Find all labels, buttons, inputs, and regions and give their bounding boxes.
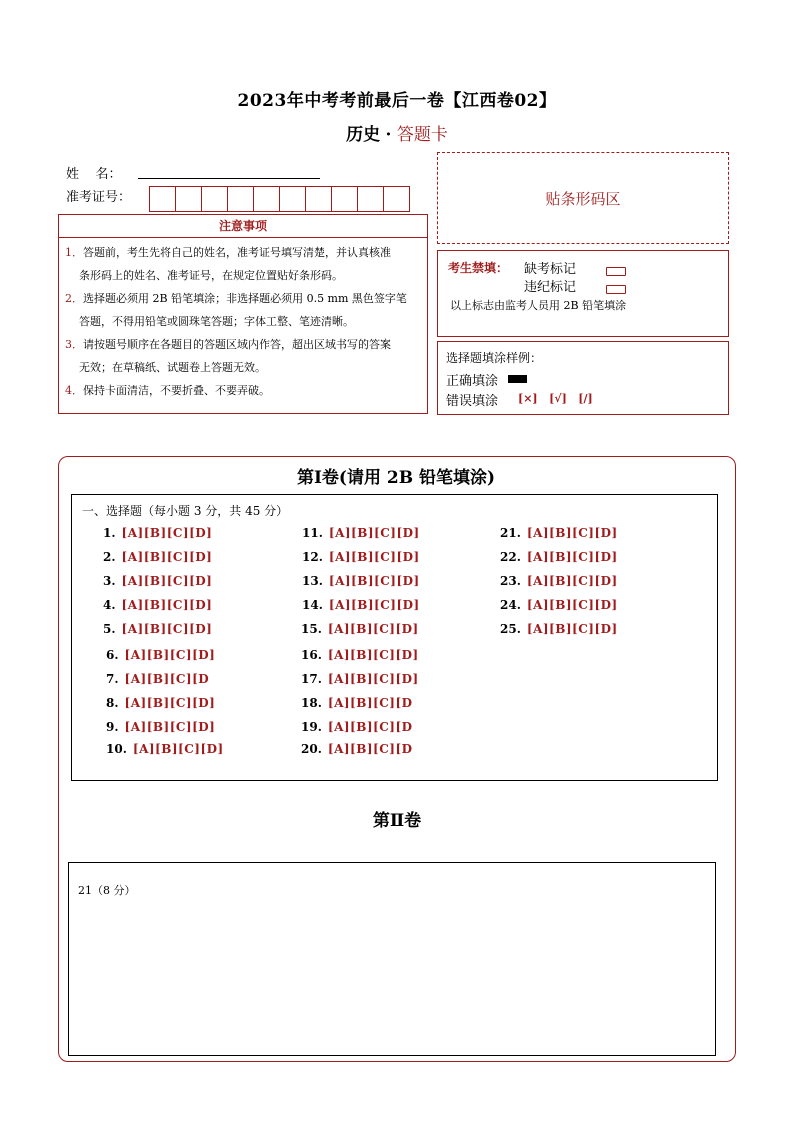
notice-item-text-cont: 答题，不得用铅笔或圆珠笔答题；字体工整、笔迹清晰。 bbox=[79, 315, 354, 328]
choice-question[interactable] bbox=[302, 550, 420, 564]
answer-options[interactable]: [A][B][C][D] bbox=[328, 550, 420, 564]
id-digit-box[interactable] bbox=[357, 186, 384, 212]
choice-question[interactable] bbox=[103, 526, 212, 540]
choice-question[interactable] bbox=[106, 720, 215, 734]
answer-options[interactable]: [A][B][C][D] bbox=[124, 648, 216, 662]
wrong-marks bbox=[518, 392, 593, 405]
name-field[interactable] bbox=[138, 178, 320, 179]
id-digit-box[interactable] bbox=[279, 186, 306, 212]
filled-mark-icon bbox=[508, 375, 527, 383]
answer-options[interactable]: [A][B][C][D bbox=[327, 696, 413, 710]
answer-options[interactable]: [A][B][C][D] bbox=[328, 598, 420, 612]
wrong-mark-check: [√] bbox=[549, 392, 567, 405]
id-label: 准考证号： bbox=[66, 190, 132, 205]
notice-item bbox=[65, 333, 423, 379]
question-number: 20. bbox=[301, 742, 322, 756]
question-number: 23. bbox=[500, 574, 521, 588]
q21-label: 21（8 分） bbox=[78, 884, 136, 897]
answer-options[interactable]: [A][B][C][D] bbox=[124, 696, 216, 710]
question-number: 5. bbox=[103, 622, 116, 636]
question-number: 22. bbox=[500, 550, 521, 564]
id-digit-box[interactable] bbox=[175, 186, 202, 212]
wrong-mark-slash: [/] bbox=[578, 392, 593, 405]
question-number: 9. bbox=[106, 720, 119, 734]
choice-question[interactable] bbox=[500, 526, 618, 540]
page-subtitle bbox=[0, 120, 794, 145]
choice-question[interactable] bbox=[500, 550, 618, 564]
question-number: 6. bbox=[106, 648, 119, 662]
question-number: 16. bbox=[301, 648, 322, 662]
examiner-only-box bbox=[437, 250, 729, 337]
question-number: 18. bbox=[301, 696, 322, 710]
notice-item bbox=[65, 241, 423, 287]
choice-question[interactable] bbox=[500, 622, 618, 636]
choice-question[interactable] bbox=[106, 648, 215, 662]
answer-options[interactable]: [A][B][C][D] bbox=[121, 526, 213, 540]
answer-options[interactable]: [A][B][C][D] bbox=[121, 574, 213, 588]
correct-fill-label: 正确填涂 bbox=[446, 374, 499, 389]
answer-options[interactable]: [A][B][C][D] bbox=[327, 672, 419, 686]
answer-options[interactable]: [A][B][C][D] bbox=[526, 622, 618, 636]
question-number: 14. bbox=[302, 598, 323, 612]
violation-mark-label: 违纪标记 bbox=[524, 280, 577, 295]
subject-label: 历史 bbox=[346, 125, 381, 145]
answer-options[interactable]: [A][B][C][D] bbox=[132, 742, 224, 756]
choice-question[interactable] bbox=[103, 598, 212, 612]
choice-question[interactable] bbox=[301, 720, 413, 734]
id-number-boxes[interactable] bbox=[150, 186, 410, 212]
section1-title: 第Ⅰ卷(请用 2B 铅笔填涂) bbox=[296, 468, 496, 488]
forbid-note: 以上标志由监考人员用 2B 铅笔填涂 bbox=[450, 299, 627, 312]
answer-options[interactable]: [A][B][C][D] bbox=[328, 574, 420, 588]
question-number: 2. bbox=[103, 550, 116, 564]
question-number: 10. bbox=[106, 742, 127, 756]
subtitle-dot: · bbox=[385, 125, 392, 145]
answer-options[interactable]: [A][B][C][D bbox=[327, 720, 413, 734]
wrong-fill-label: 错误填涂 bbox=[446, 394, 499, 409]
question-number: 15. bbox=[301, 622, 322, 636]
answer-options[interactable]: [A][B][C][D bbox=[124, 672, 210, 686]
answer-options[interactable]: [A][B][C][D] bbox=[328, 526, 420, 540]
sample-heading: 选择题填涂样例： bbox=[446, 351, 543, 365]
notice-item bbox=[65, 287, 423, 333]
question-number: 13. bbox=[302, 574, 323, 588]
card-label: 答题卡 bbox=[396, 125, 448, 145]
notice-item-number: 1． bbox=[65, 246, 83, 259]
answer-options[interactable]: [A][B][C][D] bbox=[327, 622, 419, 636]
question-number: 12. bbox=[302, 550, 323, 564]
absent-mark-box[interactable] bbox=[606, 261, 626, 280]
answer-options[interactable]: [A][B][C][D] bbox=[327, 648, 419, 662]
notice-item-number: 3． bbox=[65, 338, 83, 351]
answer-options[interactable]: [A][B][C][D] bbox=[526, 526, 618, 540]
id-digit-box[interactable] bbox=[305, 186, 332, 212]
choice-heading: 一、选择题（每小题 3 分，共 45 分） bbox=[82, 504, 289, 518]
id-digit-box[interactable] bbox=[149, 186, 176, 212]
answer-options[interactable]: [A][B][C][D] bbox=[526, 574, 618, 588]
notice-item-text-cont: 条形码上的姓名、准考证号，在规定位置贴好条形码。 bbox=[79, 269, 343, 282]
answer-options[interactable]: [A][B][C][D] bbox=[121, 598, 213, 612]
question-number: 3. bbox=[103, 574, 116, 588]
barcode-area bbox=[437, 152, 729, 244]
choice-question[interactable] bbox=[106, 672, 209, 686]
choice-question[interactable] bbox=[301, 672, 419, 686]
page-title: 2023年中考考前最后一卷【江西卷02】 bbox=[237, 91, 557, 111]
question-number: 17. bbox=[301, 672, 322, 686]
choice-question[interactable] bbox=[301, 696, 413, 710]
id-digit-box[interactable] bbox=[383, 186, 410, 212]
question-number: 8. bbox=[106, 696, 119, 710]
answer-options[interactable]: [A][B][C][D] bbox=[121, 550, 213, 564]
notice-item-text: 保持卡面清洁，不要折叠、不要弄破。 bbox=[83, 384, 270, 397]
q21-answer-box[interactable] bbox=[68, 862, 716, 1056]
question-number: 7. bbox=[106, 672, 119, 686]
question-number: 11. bbox=[302, 526, 323, 540]
choice-question[interactable] bbox=[103, 622, 212, 636]
choice-question[interactable] bbox=[500, 598, 618, 612]
notice-box bbox=[58, 214, 428, 414]
choice-question[interactable] bbox=[302, 574, 420, 588]
wrong-mark-cross: [×] bbox=[518, 392, 538, 405]
id-digit-box[interactable] bbox=[201, 186, 228, 212]
section2-title: 第Ⅱ卷 bbox=[372, 811, 422, 831]
id-digit-box[interactable] bbox=[253, 186, 280, 212]
choice-question[interactable] bbox=[106, 696, 215, 710]
choice-question[interactable] bbox=[301, 622, 419, 636]
notice-heading: 注意事项 bbox=[59, 215, 427, 238]
answer-options[interactable]: [A][B][C][D] bbox=[526, 550, 618, 564]
notice-item-text-cont: 无效；在草稿纸、试题卷上答题无效。 bbox=[79, 361, 266, 374]
barcode-label: 贴条形码区 bbox=[545, 189, 621, 208]
question-number: 25. bbox=[500, 622, 521, 636]
choice-question[interactable] bbox=[103, 550, 212, 564]
question-number: 1. bbox=[103, 526, 116, 540]
choice-question[interactable] bbox=[500, 574, 618, 588]
question-number: 21. bbox=[500, 526, 521, 540]
choice-question[interactable] bbox=[301, 742, 413, 756]
choice-question[interactable] bbox=[103, 574, 212, 588]
answer-options[interactable]: [A][B][C][D] bbox=[124, 720, 216, 734]
forbid-label: 考生禁填： bbox=[448, 261, 509, 275]
question-number: 19. bbox=[301, 720, 322, 734]
notice-item-text: 答题前，考生先将自己的姓名，准考证号填写清楚，并认真核准 bbox=[83, 246, 391, 259]
answer-options[interactable]: [A][B][C][D] bbox=[121, 622, 213, 636]
choice-question[interactable] bbox=[302, 526, 420, 540]
notice-item-number: 4． bbox=[65, 384, 83, 397]
absent-mark-label: 缺考标记 bbox=[524, 262, 577, 277]
id-digit-box[interactable] bbox=[331, 186, 358, 212]
id-digit-box[interactable] bbox=[227, 186, 254, 212]
question-number: 4. bbox=[103, 598, 116, 612]
choice-question[interactable] bbox=[106, 742, 224, 756]
name-label: 姓 名： bbox=[66, 167, 122, 182]
answer-options[interactable]: [A][B][C][D bbox=[327, 742, 413, 756]
choice-question[interactable] bbox=[302, 598, 420, 612]
notice-item-number: 2． bbox=[65, 292, 83, 305]
answer-options[interactable]: [A][B][C][D] bbox=[526, 598, 618, 612]
question-number: 24. bbox=[500, 598, 521, 612]
notice-item-text: 请按题号顺序在各题目的答题区域内作答，超出区域书写的答案 bbox=[83, 338, 391, 351]
notice-item-text: 选择题必须用 2B 铅笔填涂；非选择题必须用 0.5 mm 黑色签字笔 bbox=[83, 292, 407, 305]
choice-question[interactable] bbox=[301, 648, 419, 662]
notice-item bbox=[65, 379, 423, 402]
fill-sample-box bbox=[437, 341, 729, 415]
violation-mark-box[interactable] bbox=[606, 279, 626, 298]
